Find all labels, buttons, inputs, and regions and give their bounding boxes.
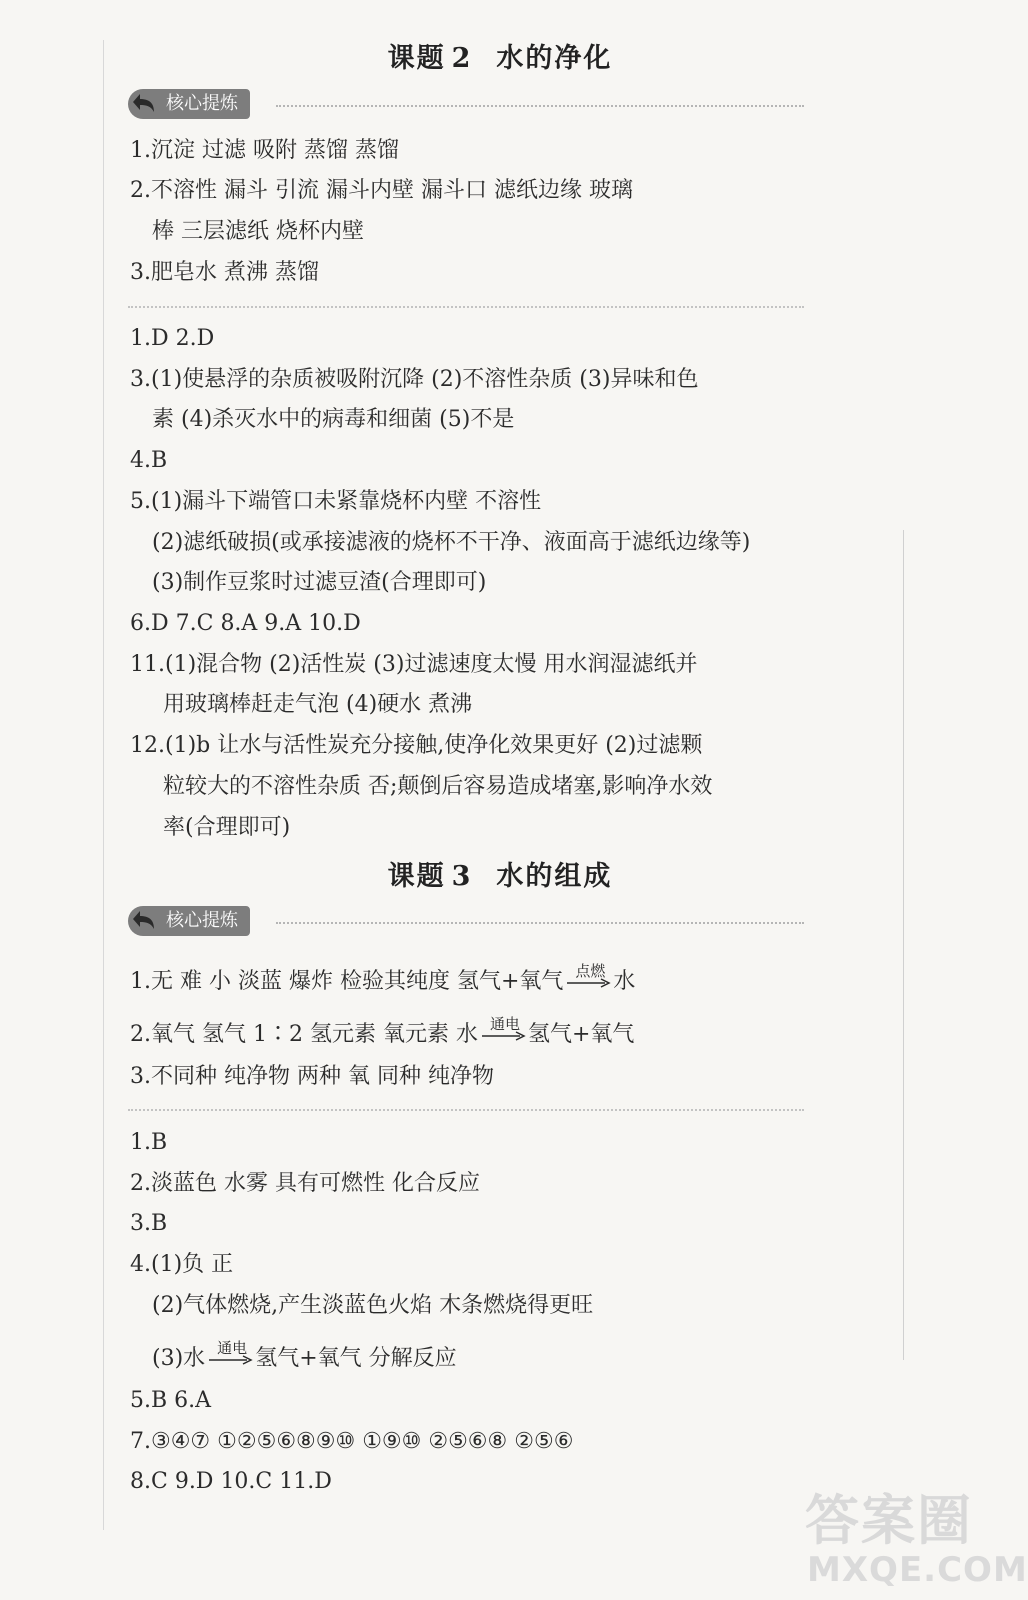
right-margin-rule [903, 530, 904, 1360]
reaction-condition: 通电 [217, 1339, 248, 1357]
section-3-title-label: 课题 [387, 861, 446, 892]
answer-line: 8.C 9.D 10.C 11.D [130, 1469, 332, 1494]
answer-line: 5.B 6.A [130, 1388, 212, 1413]
answer-line: 3.B [130, 1211, 168, 1236]
answer-line: 12.(1)b 让水与活性炭充分接触,使净化效果更好 (2)过滤颗 [130, 733, 703, 758]
chemical-equation [183, 1339, 362, 1374]
reaction-arrow-icon [207, 1339, 253, 1369]
answer-line: (2)气体燃烧,产生淡蓝色火焰 木条燃烧得更旺 [152, 1293, 594, 1318]
equation-products: 水 [613, 969, 636, 994]
reaction-arrow-icon [565, 962, 611, 992]
equation-products: 氢气+氧气 [527, 1022, 635, 1047]
answer-line: 1.B [130, 1130, 168, 1155]
site-watermark [805, 1478, 1028, 1593]
answer-text: 分解反应 [361, 1346, 457, 1371]
dotted-divider [276, 922, 804, 924]
core-badge [128, 906, 250, 936]
core-badge [128, 89, 250, 119]
core-text: 1.无 难 小 淡蓝 爆炸 检验其纯度 [130, 969, 457, 994]
answer-line: 素 (4)杀灭水中的病毒和细菌 (5)不是 [152, 407, 515, 432]
answer-line: 4.(1)负 正 [130, 1252, 234, 1277]
core-line [130, 962, 636, 997]
core-line [130, 1015, 635, 1050]
watermark-logo-text: 答案圈 [805, 1489, 973, 1552]
equation-reactants: 水 [183, 1346, 206, 1371]
core-badge-label: 核心提炼 [166, 910, 238, 931]
dotted-separator [128, 1109, 804, 1111]
chemical-equation [456, 962, 636, 997]
reaction-arrow-icon [480, 1015, 526, 1045]
return-arrow-icon [132, 92, 158, 116]
reaction-condition: 通电 [489, 1015, 520, 1033]
dotted-divider [276, 105, 804, 107]
answer-line: (3)制作豆浆时过滤豆渣(合理即可) [152, 570, 487, 595]
section-2-core-header [128, 89, 804, 123]
sub-question-number: (3) [152, 1346, 184, 1371]
answer-line: 1.D 2.D [130, 326, 215, 351]
watermark-domain: MXQE.COM [807, 1550, 1028, 1590]
section-2-title-label: 课题 [387, 43, 446, 74]
answer-line: 7.③④⑦ ①②⑤⑥⑧⑨⑩ ①⑨⑩ ②⑤⑥⑧ ②⑤⑥ [130, 1429, 574, 1454]
chemical-equation [455, 1015, 635, 1050]
answer-line: 用玻璃棒赶走气泡 (4)硬水 煮沸 [163, 692, 473, 717]
core-line: 3.不同种 纯净物 两种 氧 同种 纯净物 [130, 1064, 494, 1089]
reaction-condition: 点燃 [575, 962, 606, 980]
answer-line: 4.B [130, 448, 168, 473]
answer-line: (2)滤纸破损(或承接滤液的烧杯不干净、液面高于滤纸边缘等) [152, 530, 751, 555]
core-line: 1.沉淀 过滤 吸附 蒸馏 蒸馏 [130, 138, 399, 163]
dotted-separator [128, 306, 804, 308]
equation-reactants: 氢气+氧气 [456, 969, 564, 994]
answer-line: 率(合理即可) [163, 815, 291, 840]
section-2-title-name: 水的净化 [496, 43, 613, 74]
equation-reactants: 水 [455, 1022, 478, 1047]
core-text: 2.氧气 氢气 1∶2 氢元素 氧元素 [130, 1022, 456, 1047]
section-2-title-number: 2 [451, 43, 473, 74]
answer-line [152, 1339, 457, 1374]
core-line: 3.肥皂水 煮沸 蒸馏 [130, 260, 319, 285]
section-2-title [0, 36, 1000, 75]
return-arrow-icon [132, 909, 158, 933]
left-margin-rule [103, 40, 104, 1530]
section-3-title [0, 854, 1000, 893]
section-3-title-number: 3 [451, 861, 473, 892]
answer-line: 6.D 7.C 8.A 9.A 10.D [130, 611, 361, 636]
section-3-title-name: 水的组成 [496, 861, 613, 892]
equation-products: 氢气+氧气 [255, 1346, 362, 1371]
section-3-core-header [128, 906, 804, 940]
core-line: 棒 三层滤纸 烧杯内壁 [152, 219, 364, 244]
answer-line: 5.(1)漏斗下端管口未紧靠烧杯内壁 不溶性 [130, 489, 542, 514]
answer-line: 粒较大的不溶性杂质 否;颠倒后容易造成堵塞,影响净水效 [163, 774, 713, 799]
core-badge-label: 核心提炼 [166, 93, 238, 114]
answer-line: 11.(1)混合物 (2)活性炭 (3)过滤速度太慢 用水润湿滤纸并 [130, 652, 698, 677]
core-line: 2.不溶性 漏斗 引流 漏斗内壁 漏斗口 滤纸边缘 玻璃 [130, 178, 633, 203]
answer-line: 3.(1)使悬浮的杂质被吸附沉降 (2)不溶性杂质 (3)异味和色 [130, 367, 699, 392]
answer-line: 2.淡蓝色 水雾 具有可燃性 化合反应 [130, 1171, 480, 1196]
